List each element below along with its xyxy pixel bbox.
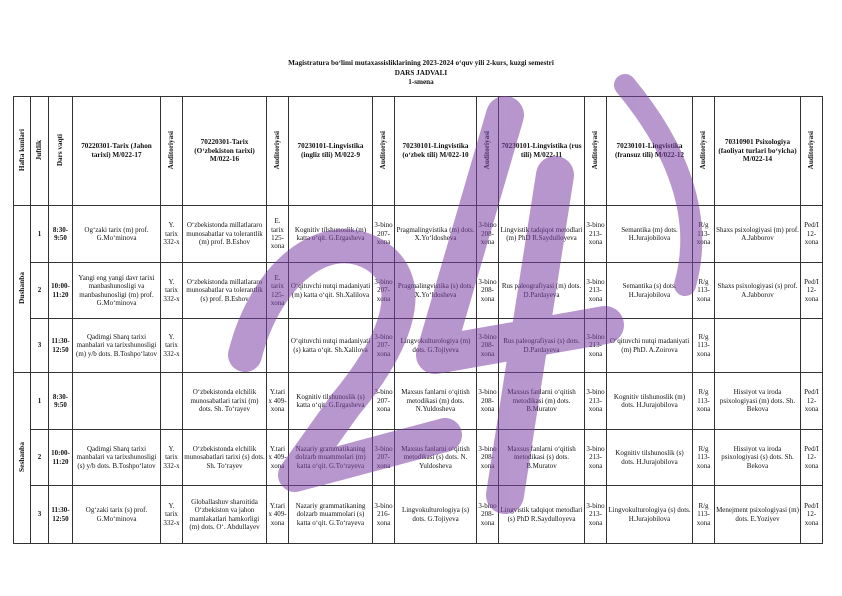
room-cell: Ped/I 12-xona xyxy=(801,430,823,486)
subject-cell: O‘qituvchi nutqi madaniyati (s) katta o‘qit. Sh.Xalilova xyxy=(289,319,373,373)
room-cell: Y.tari x 409-xona xyxy=(267,430,289,486)
room-cell: Y.tari x 409-xona xyxy=(267,486,289,544)
col-audience: Auditoriyasi xyxy=(477,97,499,206)
subject-cell: Maxsus fanlarni o‘qitish metodikasi (s) dots. B.Muratov xyxy=(499,430,585,486)
room-cell: R/g 113-xona xyxy=(693,373,715,430)
subject-cell: Maxsus fanlarni o‘qitish metodikasi (s) dots. N. Yuldosheva xyxy=(395,430,477,486)
subject-cell: Qadimgi Sharq tarixi manbalari va tarixshunosligi (s) y/b dots. B.Toshpo‘latov xyxy=(73,430,161,486)
subject-cell: Rus paleografiyasi (s) dots. D.Pardayeva xyxy=(499,319,585,373)
room-cell: 3-bino 216-xona xyxy=(373,486,395,544)
subject-cell: Hissiyot va iroda psixologiyasi (m) dots. Sh. Bekova xyxy=(715,373,801,430)
room-cell: Y. tarix 332-x xyxy=(161,319,183,373)
room-cell xyxy=(801,319,823,373)
lesson-time: 11:30-12:50 xyxy=(49,319,73,373)
room-cell: R/g 113-xona xyxy=(693,206,715,263)
lesson-time: 8:30-9:50 xyxy=(49,373,73,430)
subject-cell: Maxsus fanlarni o‘qitish metodikasi (m) dots. B.Muratov xyxy=(499,373,585,430)
subject-cell: Maxsus fanlarni o‘qitish metodikasi (m) dots. N.Yuldosheva xyxy=(395,373,477,430)
room-cell: Y. tarix 332-x xyxy=(161,206,183,263)
subject-cell: Nazariy grammatikaning dolzarb muammolari (s) katta o‘qit. G.To‘rayeva xyxy=(289,486,373,544)
col-audience: Auditoriyasi xyxy=(267,97,289,206)
subject-cell: O‘zbekistonda elchilik munosabatlari tarixi (s) dots. Sh. To‘rayev xyxy=(183,430,267,486)
table-row xyxy=(14,263,823,319)
room-cell: 3-bino 208-xona xyxy=(477,486,499,544)
room-cell: 3-bino 213-xona xyxy=(585,486,607,544)
room-cell: 3-bino 207-xona xyxy=(373,373,395,430)
lesson-time: 10:00-11:20 xyxy=(49,430,73,486)
subject-cell: Og‘zaki tarix (s) prof. G.Mo‘minova xyxy=(73,486,161,544)
room-cell: E. tarix 125-xona xyxy=(267,263,289,319)
subject-cell: Shaxs psixologiyasi (s) prof. A.Jabborov xyxy=(715,263,801,319)
col-group-4: 70230101-Lingvistika (o‘zbek tili) M/022-10 xyxy=(395,97,477,206)
col-time: Dars vaqti xyxy=(49,97,73,206)
room-cell: Y. tarix 332-x xyxy=(161,263,183,319)
table-row xyxy=(14,206,823,263)
room-cell: 3-bino 208-xona xyxy=(477,430,499,486)
subject-cell: Lingvokulturologiya (m) dots. G.Tojiyeva xyxy=(395,319,477,373)
subject-cell: O‘zbekistonda millatlararo munosabatlar va tolerantlik (m) prof. B.Eshov xyxy=(183,206,267,263)
col-audience: Auditoriyasi xyxy=(373,97,395,206)
table-row xyxy=(14,486,823,544)
subject-cell: Kognitiv tilshunoslik (s) katta o‘qit. G.Ergasheva xyxy=(289,373,373,430)
col-audience: Auditoriyasi xyxy=(585,97,607,206)
col-group-1: 70220301-Tarix (Jahon tarixi) M/022-17 xyxy=(73,97,161,206)
schedule-table xyxy=(13,96,823,544)
col-group-7: 70310901 Psixologiya (faoliyat turlari bo‘yicha) M/022-14 xyxy=(715,97,801,206)
room-cell: Ped/I 12-xona xyxy=(801,206,823,263)
col-audience: Auditoriyasi xyxy=(693,97,715,206)
pair-number: 3 xyxy=(31,486,49,544)
room-cell: 3-bino 213-xona xyxy=(585,206,607,263)
subject-cell: Globallashuv sharoitida O‘zbekiston va jahon mamlakatlari hamkorligi (m) dots. O‘. Abdullayev xyxy=(183,486,267,544)
header-row xyxy=(14,97,823,206)
day-monday: Dushanba xyxy=(14,206,31,373)
subject-cell: O‘zbekistonda elchilik munosabatlari tarixi (m) dots. Sh. To‘rayev xyxy=(183,373,267,430)
room-cell: Y.tari x 409-xona xyxy=(267,373,289,430)
subject-cell: Hissiyot va iroda psixologiyasi (s) dots. Sh. Bekova xyxy=(715,430,801,486)
room-cell: 3-bino 213-xona xyxy=(585,373,607,430)
col-group-6: 70230101-Lingvistika (fransuz tili) M/022-12 xyxy=(607,97,693,206)
room-cell: 3-bino 208-xona xyxy=(477,373,499,430)
table-row xyxy=(14,430,823,486)
table-row xyxy=(14,319,823,373)
room-cell: Ped/I 12-xona xyxy=(801,263,823,319)
subject-cell: Lingvistik tadqiqot metodlari (m) PhD R.Saydulloyeva xyxy=(499,206,585,263)
table-row xyxy=(14,373,823,430)
col-audience: Auditoriyasi xyxy=(801,97,823,206)
room-cell: R/g 113-xona xyxy=(693,430,715,486)
room-cell: 3-bino 207-xona xyxy=(373,263,395,319)
col-audience: Auditoriyasi xyxy=(161,97,183,206)
pair-number: 2 xyxy=(31,263,49,319)
lesson-time: 10:00-11:20 xyxy=(49,263,73,319)
subject-cell: Pragmalingvistika (m) dots. X.Yo‘ldosheva xyxy=(395,206,477,263)
header-title: Magistratura bo‘limi mutaxassisliklarining 2023-2024 o‘quv yili 2-kurs, kuzgi semestri xyxy=(288,59,554,67)
pair-number: 1 xyxy=(31,373,49,430)
room-cell xyxy=(267,319,289,373)
subject-cell xyxy=(183,319,267,373)
room-cell: 3-bino 208-xona xyxy=(477,206,499,263)
subject-cell: Yangi eng yangi davr tarixi manbashunosligi va manbashunosligi (m) prof. G.Mo‘minova xyxy=(73,263,161,319)
subject-cell: Kognitiv tilshunoslik (m) katta o‘qit. G.Ergasheva xyxy=(289,206,373,263)
room-cell: R/g 113-xona xyxy=(693,319,715,373)
room-cell: 3-bino 213-xona xyxy=(585,430,607,486)
pair-number: 2 xyxy=(31,430,49,486)
room-cell: Ped/I 12-xona xyxy=(801,373,823,430)
subject-cell: Menejment psixologiyasi (m) dots. E.Yoziyev xyxy=(715,486,801,544)
pair-number: 1 xyxy=(31,206,49,263)
header-subtitle: DARS JADVALI xyxy=(394,68,448,77)
room-cell: 3-bino 208-xona xyxy=(477,263,499,319)
subject-cell: Og‘zaki tarix (m) prof. G.Mo‘minova xyxy=(73,206,161,263)
lesson-time: 11:30-12:50 xyxy=(49,486,73,544)
subject-cell: Lingvokulturologiya (s) dots. G.Tojiyeva xyxy=(395,486,477,544)
room-cell: 3-bino 207-xona xyxy=(373,430,395,486)
subject-cell: Lingvistik tadqiqot metodlari (s) PhD R.Saydulloyeva xyxy=(499,486,585,544)
subject-cell: Rus paleografiyasi (m) dots. D.Pardayeva xyxy=(499,263,585,319)
room-cell: 3-bino 213-xona xyxy=(585,263,607,319)
subject-cell: Kognitiv tilshunoslik (s) dots. H.Jurajobilova xyxy=(607,430,693,486)
subject-cell: Pragmalingvistika (s) dots. X.Yo‘ldosheva xyxy=(395,263,477,319)
room-cell: E. tarix 125-xona xyxy=(267,206,289,263)
subject-cell: Lingvokulturologiya (s) dots. H.Jurajobilova xyxy=(607,486,693,544)
room-cell: Y. tarix 332-x xyxy=(161,486,183,544)
subject-cell: O‘qituvchi nutqi madaniyati (m) katta o‘qit. Sh.Xalilova xyxy=(289,263,373,319)
col-pair: Juftlik xyxy=(31,97,49,206)
subject-cell: Qadimgi Sharq tarixi manbalari va tarixshunosligi (m) y/b dots. B.Toshpo‘latov xyxy=(73,319,161,373)
subject-cell: Semantika (s) dots. H.Jurajobilova xyxy=(607,263,693,319)
col-group-2: 70220301-Tarix (O‘zbekiston tarixi) M/022-16 xyxy=(183,97,267,206)
subject-cell: Kognitiv tilshunoslik (m) dots. H.Jurajobilova xyxy=(607,373,693,430)
col-group-5: 70230101-Lingvistika (rus tili) M/022-11 xyxy=(499,97,585,206)
room-cell xyxy=(161,373,183,430)
room-cell: 3-bino 207-xona xyxy=(373,206,395,263)
col-day: Hafta kunlari xyxy=(14,97,31,206)
room-cell: 3-bino 213-xona xyxy=(585,319,607,373)
subject-cell: O‘qituvchi nutqi madaniyati (m) PhD. A.Zoirova xyxy=(607,319,693,373)
room-cell: R/g 113-xona xyxy=(693,486,715,544)
room-cell: 3-bino 208-xona xyxy=(477,319,499,373)
room-cell: Y. tarix 332-x xyxy=(161,430,183,486)
subject-cell: Semantika (m) dots. H.Jurajobilova xyxy=(607,206,693,263)
lesson-time: 8:30-9:50 xyxy=(49,206,73,263)
subject-cell xyxy=(73,373,161,430)
subject-cell: Nazariy grammatikaning dolzarb muammolari (m) katta o‘qit. G.To‘rayeva xyxy=(289,430,373,486)
room-cell: 3-bino 207-xona xyxy=(373,319,395,373)
col-group-3: 70230101-Lingvistika (ingliz tili) M/022-9 xyxy=(289,97,373,206)
subject-cell: Shaxs psixologiyasi (m) prof. A.Jabborov xyxy=(715,206,801,263)
header-shift: 1-smena xyxy=(408,78,434,86)
subject-cell: O‘zbekistonda millatlararo munosabatlar va tolerantlik (s) prof. B.Eshov xyxy=(183,263,267,319)
day-tuesday: Seshanba xyxy=(14,373,31,544)
room-cell: Ped/I 12-xona xyxy=(801,486,823,544)
pair-number: 3 xyxy=(31,319,49,373)
subject-cell xyxy=(715,319,801,373)
page-header xyxy=(0,59,842,88)
room-cell: R/g 113-xona xyxy=(693,263,715,319)
